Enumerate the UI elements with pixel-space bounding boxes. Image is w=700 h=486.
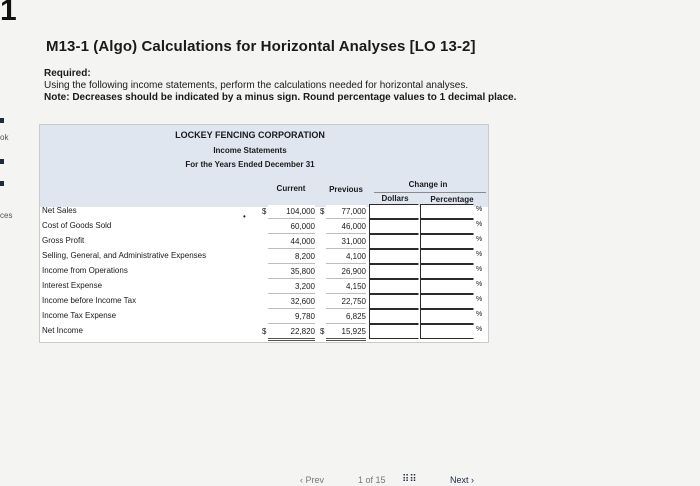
percentage-change-input[interactable] [420,294,474,309]
percentage-change-input[interactable] [420,219,474,234]
percentage-change-input[interactable] [420,234,474,249]
side-tab-label[interactable]: ok [0,133,9,142]
previous-value: 26,900 [326,265,366,279]
currency-symbol: $ [320,327,325,336]
previous-amount: 77,000 [341,207,366,216]
change-in-divider [374,192,486,193]
page-number: 1 [0,0,17,27]
column-header-change-in: Change in [408,180,448,189]
income-statement-table [39,124,489,343]
current-value: 44,000 [268,235,315,249]
percentage-change-input[interactable] [420,249,474,264]
dot-marker: • [243,212,246,221]
previous-value: 31,000 [326,235,366,249]
previous-value: 4,100 [326,250,366,264]
row-label: Cost of Goods Sold [42,221,112,230]
row-label: Selling, General, and Administrative Expenses [42,251,207,260]
side-marker [0,118,4,123]
currency-symbol: $ [262,327,267,336]
prev-label: Prev [305,475,325,485]
pagination-bar [300,470,500,486]
prev-button[interactable]: ‹ Prev [300,475,325,485]
row-label: Gross Profit [42,236,85,245]
dollars-change-input[interactable] [369,264,419,279]
percentage-change-input[interactable] [420,204,474,219]
previous-value: 22,750 [326,295,366,309]
current-value: 35,800 [268,265,315,279]
table-row [40,309,488,324]
column-header-dollars: Dollars [381,194,409,203]
previous-value: 6,825 [326,310,366,324]
previous-value [320,325,366,341]
question-title: M13-1 (Algo) Calculations for Horizontal Analyses [LO 13-2] [46,38,476,55]
currency-symbol: $ [262,207,267,216]
percentage-change-input[interactable] [420,309,474,324]
current-value: 9,780 [268,310,315,324]
percent-sign: % [476,326,483,333]
required-heading: Required: [44,68,91,79]
previous-amount: 15,925 [341,327,366,336]
statement-name: Income Statements [213,146,287,155]
dollars-change-input[interactable] [369,279,419,294]
dollars-change-input[interactable] [369,204,419,219]
percent-sign: % [476,311,483,318]
side-marker [0,159,4,164]
row-label: Income from Operations [42,266,128,275]
percentage-change-input[interactable] [420,324,474,339]
percent-sign: % [476,296,483,303]
previous-value: 4,150 [326,280,366,294]
currency-symbol: $ [320,207,325,216]
current-amount: 104,000 [286,207,315,216]
table-row [40,294,488,309]
row-label: Income Tax Expense [42,311,117,320]
percent-sign: % [476,206,483,213]
percent-sign: % [476,281,483,288]
percent-sign: % [476,236,483,243]
column-header-percentage: Percentage [430,195,474,204]
current-value [262,325,315,341]
previous-value [320,205,366,219]
required-note: Note: Decreases should be indicated by a minus sign. Round percentage values to 1 decimal place. [44,92,517,103]
company-name: LOCKEY FENCING CORPORATION [175,130,325,140]
grid-icon[interactable]: ⠿⠿ [402,474,417,485]
table-row [40,219,488,234]
dollars-change-input[interactable] [369,249,419,264]
current-value [262,205,315,219]
current-value: 3,200 [268,280,315,294]
percent-sign: % [476,266,483,273]
dollars-change-input[interactable] [369,294,419,309]
percent-sign: % [476,251,483,258]
page-indicator: 1 of 15 [358,475,386,485]
row-label: Net Sales [42,206,77,215]
statement-period: For the Years Ended December 31 [185,160,315,169]
current-value: 60,000 [268,220,315,234]
percentage-change-input[interactable] [420,279,474,294]
row-label: Net Income [42,326,83,335]
side-tab-label[interactable]: ces [0,211,13,220]
table-row [40,264,488,279]
row-label: Interest Expense [42,281,103,290]
previous-value: 46,000 [326,220,366,234]
column-header-current: Current [276,184,306,193]
dollars-change-input[interactable] [369,309,419,324]
required-text: Using the following income statements, perform the calculations needed for horizontal analyses. [44,80,469,91]
dollars-change-input[interactable] [369,324,419,339]
current-value: 8,200 [268,250,315,264]
table-row [40,279,488,294]
current-amount: 22,820 [290,327,315,336]
column-header-previous: Previous [329,185,363,194]
percent-sign: % [476,221,483,228]
table-row [40,204,488,219]
percentage-change-input[interactable] [420,264,474,279]
next-label: Next [450,475,469,485]
table-row [40,234,488,249]
table-row [40,249,488,264]
dollars-change-input[interactable] [369,234,419,249]
side-marker [0,181,4,186]
current-value: 32,600 [268,295,315,309]
table-row [40,324,488,339]
row-label: Income before Income Tax [42,296,137,305]
next-button[interactable]: Next › [450,475,475,485]
table-header [40,125,488,207]
dollars-change-input[interactable] [369,219,419,234]
